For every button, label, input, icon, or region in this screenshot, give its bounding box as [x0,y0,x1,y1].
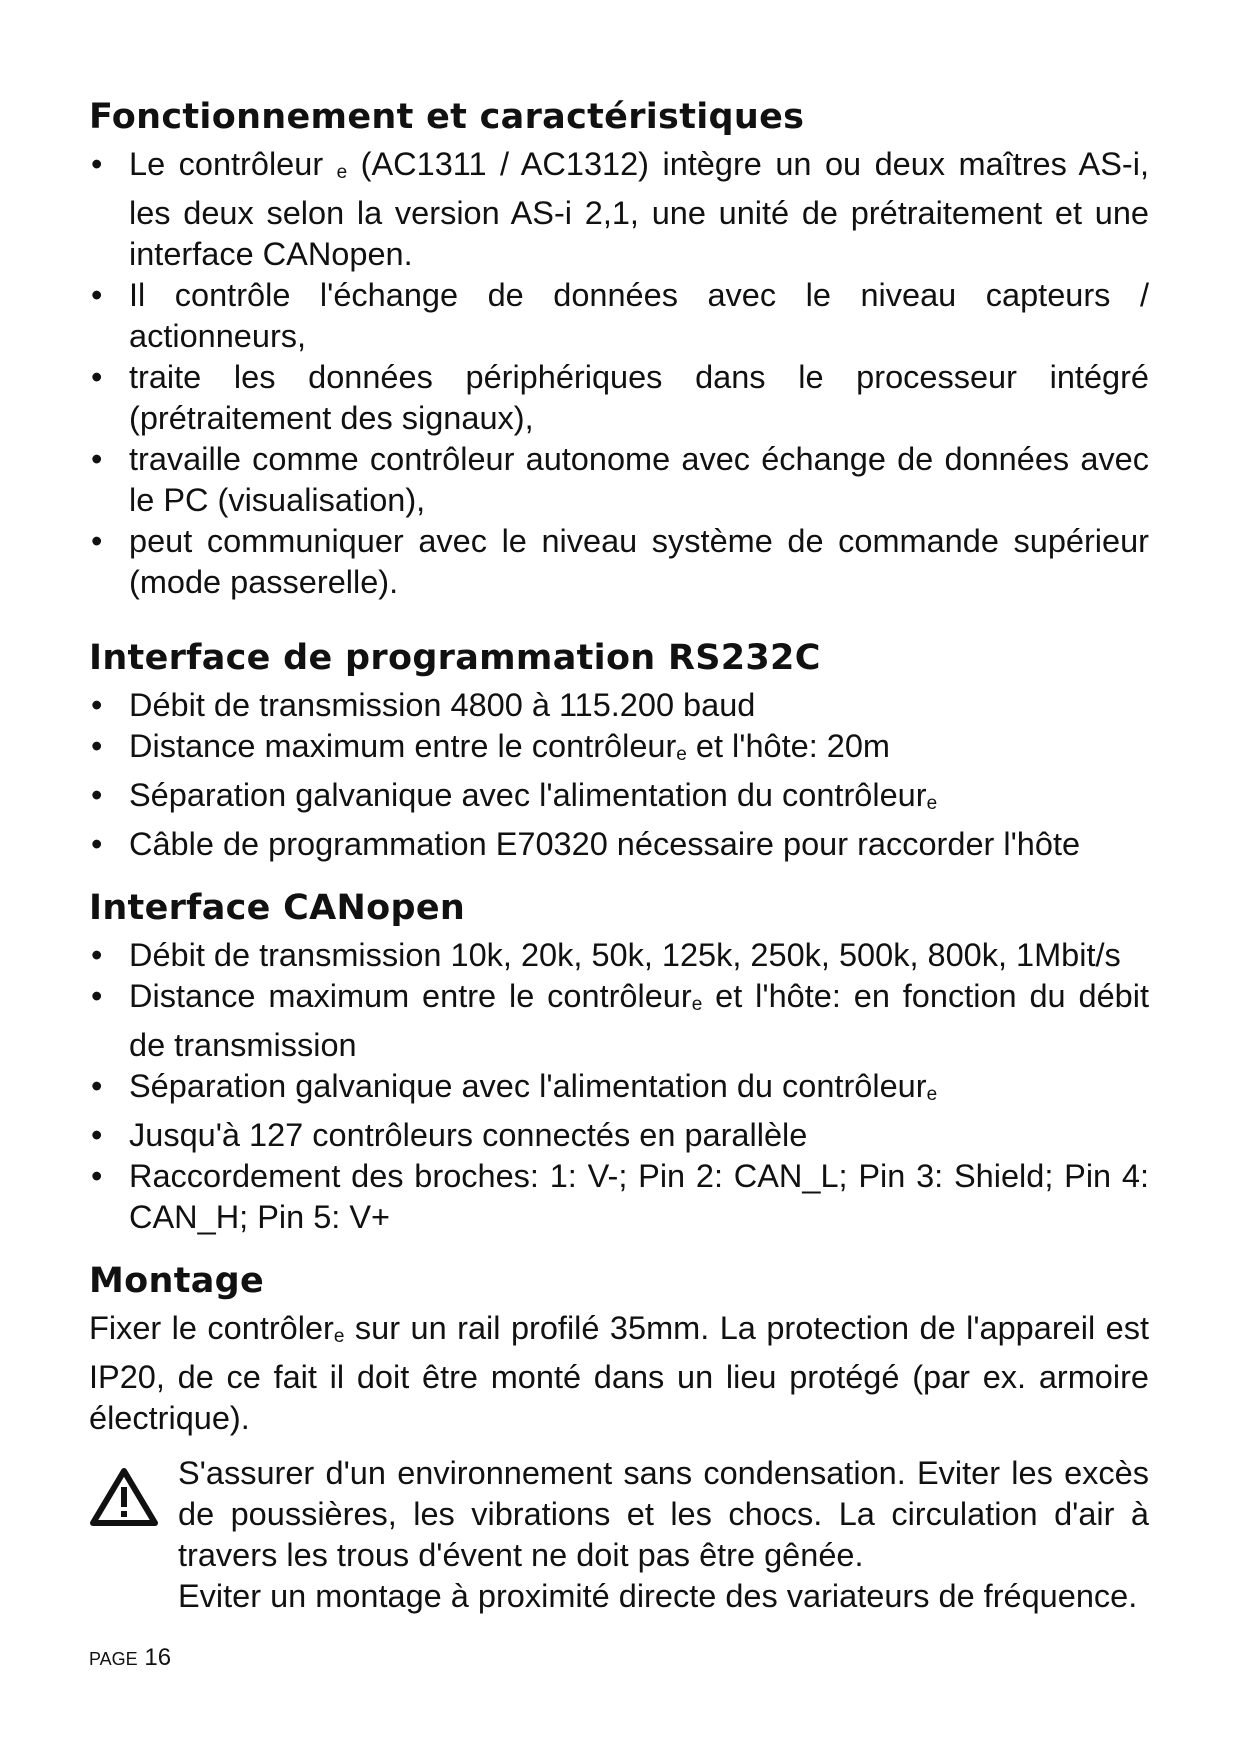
page-footer [89,1644,171,1672]
warning-text-2: Eviter un montage à proximité directe des variateurs de fréquence. [178,1578,1138,1614]
page-label: PAGE [89,1649,138,1669]
bullet-icon: • [91,441,103,477]
list-item: • Débit de transmission 4800 à 115.200 baud [89,685,1149,726]
list-item: • Câble de programmation E70320 nécessaire pour raccorder l'hôte [89,824,1149,865]
bullet-icon: • [91,826,103,862]
list-item: • Séparation galvanique avec l'alimentation du contrôleure [91,777,938,814]
list-item: • Raccordement des broches: 1: V-; Pin 2: CAN_L; Pin 3: Shield; Pin 4: CAN_H; Pin 5: V+ [91,1158,1149,1235]
document-page [89,96,1149,1617]
list-item: • travaille comme contrôleur autonome avec échange de données avec le PC (visualisation), [91,441,1149,518]
montage-paragraph: Fixer le contrôlere sur un rail profilé 35mm. La protection de l'appareil est IP20, de ce fait il doit être monté dans un lieu protégé (par ex. armoire électrique). [89,1310,1149,1436]
canopen-list [89,935,1149,1238]
warning-triangle-icon [90,1467,158,1527]
bullet-icon: • [91,359,103,395]
warning-block [89,1453,1149,1617]
bullet-icon: • [91,1117,103,1153]
bullet-icon: • [91,978,103,1014]
list-item: • Distance maximum entre le contrôleure et l'hôte: en fonction du débit de transmission [91,978,1149,1063]
list-item: • peut communiquer avec le niveau système de commande supérieur (mode passerelle). [91,523,1149,600]
bullet-icon: • [91,1068,103,1104]
list-item: • traite les données périphériques dans le processeur intégré (prétraitement des signaux), [91,359,1149,436]
section-title-canopen: Interface CANopen [89,888,466,928]
bullet-icon: • [91,1158,103,1194]
page-number: 16 [144,1644,172,1671]
bullet-icon: • [91,728,103,764]
section-title-rs232: Interface de programmation RS232C [89,638,821,678]
list-item: • Distance maximum entre le contrôleure et l'hôte: 20m [91,728,890,765]
bullet-icon: • [91,937,103,973]
bullet-icon: • [91,523,103,559]
rs232-list [89,685,1149,865]
bullet-icon: • [91,777,103,813]
bullet-icon: • [91,146,103,182]
list-item: • Jusqu'à 127 contrôleurs connectés en parallèle [89,1115,1149,1156]
section-title-montage: Montage [89,1261,265,1301]
section-title-fonctionnement: Fonctionnement et caractéristiques [89,97,805,137]
bullet-icon: • [91,277,103,313]
fonctionnement-list [89,144,1149,603]
warning-text: S'assurer d'un environnement sans condensation. Eviter les excès de poussières, les vibrations et les chocs. La circulation d'air à travers les trous d'évent ne doit pas être gênée. [178,1455,1149,1573]
list-item: • Le contrôleur e (AC1311 / AC1312) intègre un ou deux maîtres AS-i, les deux selon la version AS-i 2,1, une unité de prétraitement et une interface CANopen. [91,146,1149,272]
bullet-icon: • [91,687,103,723]
list-item: • Il contrôle l'échange de données avec le niveau capteurs / actionneurs, [91,277,1149,354]
list-item: • Séparation galvanique avec l'alimentation du contrôleure [91,1068,938,1105]
list-item: • Débit de transmission 10k, 20k, 50k, 125k, 250k, 500k, 800k, 1Mbit/s [89,935,1149,976]
